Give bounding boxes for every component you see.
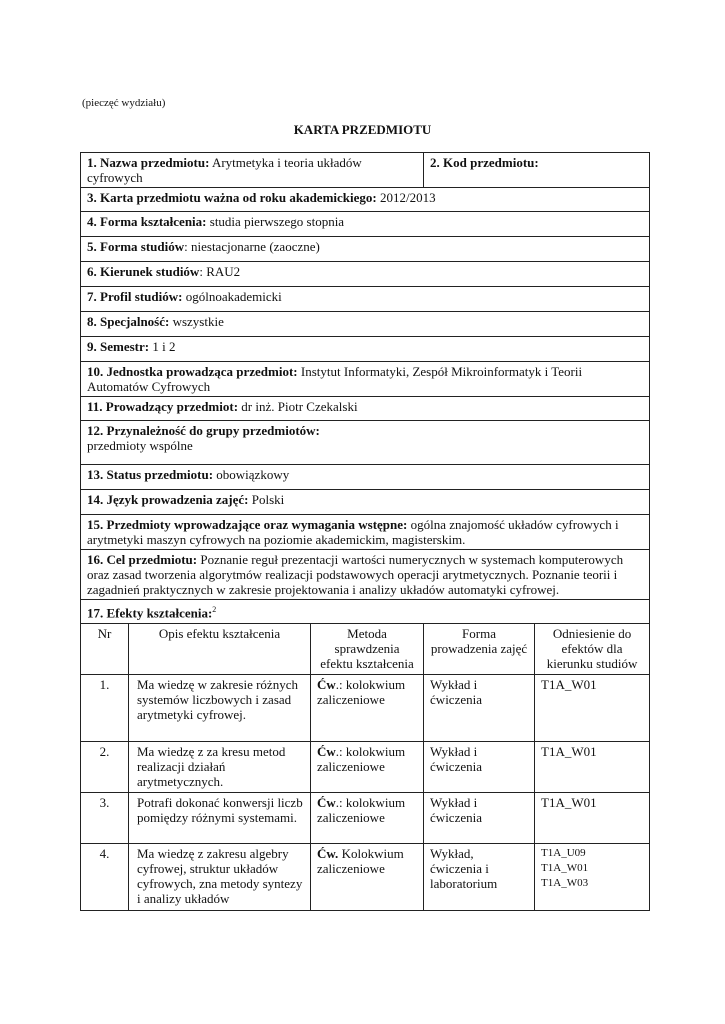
row-method <box>311 844 424 911</box>
language-value: Polski <box>248 492 285 507</box>
lecturer-value: dr inż. Piotr Czekalski <box>238 399 358 414</box>
row-class-form: Wykład i ćwiczenia <box>424 742 535 793</box>
semester-value: 1 i 2 <box>149 339 176 354</box>
row-method <box>311 675 424 742</box>
row-reference: T1A_W01 <box>535 793 650 844</box>
row-reference <box>535 844 650 911</box>
row-class-form: Wykład i ćwiczenia <box>424 675 535 742</box>
method-abbrev: Ćw. <box>317 846 339 861</box>
education-form-value: studia pierwszego stopnia <box>206 214 345 229</box>
course-goal-label: 16. Cel przedmiotu: <box>87 552 198 567</box>
reference-code: T1A_U09 <box>541 847 586 859</box>
row-study-profile <box>81 287 650 312</box>
table-row <box>81 793 650 844</box>
row-field-of-study <box>81 262 650 287</box>
study-form-value: : niestacjonarne (zaoczne) <box>184 239 320 254</box>
table-row <box>81 675 650 742</box>
footnote-marker: 2 <box>212 605 217 614</box>
row-description: Ma wiedzę w zakresie różnych systemów liczbowych i zasad arytmetyki cyfrowej. <box>129 675 311 742</box>
course-group-value: przedmioty wspólne <box>87 438 193 453</box>
method-abbrev: Ćw <box>317 744 336 759</box>
row-specialty <box>81 312 650 337</box>
unit-label: 10. Jednostka prowadząca przedmiot: <box>87 364 298 379</box>
valid-year-value: 2012/2013 <box>376 190 436 205</box>
prerequisites-label: 15. Przedmioty wprowadzające oraz wymagania wstępne: <box>87 517 408 532</box>
row-unit <box>81 362 650 397</box>
method-text: .: kolokwium zaliczeniowe <box>317 744 406 774</box>
header-description: Opis efektu kształcenia <box>129 624 311 675</box>
education-form-label: 4. Forma kształcenia: <box>87 214 207 229</box>
semester-label: 9. Semestr: <box>87 339 150 354</box>
row-method <box>311 793 424 844</box>
row-valid-year <box>81 188 650 212</box>
method-text: Kolokwium zaliczeniowe <box>317 846 404 876</box>
row-method <box>311 742 424 793</box>
course-code-label: 2. Kod przedmiotu: <box>430 155 539 170</box>
course-name-cell <box>81 153 424 188</box>
row-reference: T1A_W01 <box>535 742 650 793</box>
row-number: 1. <box>81 675 129 742</box>
row-semester <box>81 337 650 362</box>
course-name-label: 1. Nazwa przedmiotu: <box>87 155 210 170</box>
row-lecturer <box>81 397 650 421</box>
course-status-value: obowiązkowy <box>213 467 290 482</box>
prerequisites-value: ogólna znajomość układów cyfrowych i arytmetyki maszyn cyfrowych na poziomie akademickim, magisterskim. <box>87 517 619 547</box>
specialty-label: 8. Specjalność: <box>87 314 170 329</box>
effects-header-row <box>81 624 650 675</box>
row-study-form <box>81 237 650 262</box>
row-course-goal <box>81 550 650 600</box>
method-abbrev: Ćw <box>317 795 336 810</box>
valid-year-label: 3. Karta przedmiotu ważna od roku akademickiego: <box>87 190 377 205</box>
header-verification-method: Metoda sprawdzenia efektu kształcenia <box>311 624 424 675</box>
unit-value: Instytut Informatyki, Zespół Mikroinformatyk i Teorii Automatów Cyfrowych <box>87 364 583 394</box>
field-of-study-value: : RAU2 <box>199 264 241 279</box>
row-description: Ma wiedzę z zakresu algebry cyfrowej, struktur układów cyfrowych, zna metody syntezy i analizy układów <box>129 844 311 911</box>
row-reference: T1A_W01 <box>535 675 650 742</box>
method-abbrev: Ćw <box>317 677 336 692</box>
method-text: .: kolokwium zaliczeniowe <box>317 677 406 707</box>
row-class-form: Wykład, ćwiczenia i laboratorium <box>424 844 535 911</box>
table-row <box>81 742 650 793</box>
course-name-value: Arytmetyka i teoria układów cyfrowych <box>87 155 362 185</box>
study-form-label: 5. Forma studiów <box>87 239 185 254</box>
row-prerequisites <box>81 515 650 550</box>
document-title: KARTA PRZEDMIOTU <box>293 122 432 137</box>
row-language <box>81 490 650 515</box>
course-group-label: 12. Przynależność do grupy przedmiotów: <box>87 423 320 438</box>
course-card-table <box>80 152 650 911</box>
reference-code: T1A_W03 <box>541 877 589 889</box>
learning-outcomes-label: 17. Efekty kształcenia: <box>87 605 213 621</box>
header-reference: Odniesienie do efektów dla kierunku studiów <box>535 624 650 675</box>
language-label: 14. Język prowadzenia zajęć: <box>87 492 249 507</box>
row-course-name <box>81 153 650 188</box>
row-learning-outcomes-title <box>81 600 650 624</box>
course-code-cell <box>424 153 650 188</box>
row-education-form <box>81 212 650 237</box>
row-number: 3. <box>81 793 129 844</box>
study-profile-label: 7. Profil studiów: <box>87 289 183 304</box>
row-number: 4. <box>81 844 129 911</box>
row-course-group <box>81 421 650 465</box>
header-nr: Nr <box>81 624 129 675</box>
row-number: 2. <box>81 742 129 793</box>
field-of-study-label: 6. Kierunek studiów <box>87 264 200 279</box>
row-class-form: Wykład i ćwiczenia <box>424 793 535 844</box>
study-profile-value: ogólnoakademicki <box>182 289 282 304</box>
row-course-status <box>81 465 650 490</box>
header-class-form: Forma prowadzenia zajęć <box>424 624 535 675</box>
course-goal-value: Poznanie reguł prezentacji wartości numerycznych w systemach komputerowych oraz zasad tworzenia algorytmów realizacji podstawowych operacji arytmetycznych. Poznanie teorii i zagadnień praktycznych w zakresie projektowania i analizy układów automatyki cyfrowej. <box>87 552 624 597</box>
row-description: Ma wiedzę z za kresu metod realizacji działań arytmetycznych. <box>129 742 311 793</box>
faculty-stamp-note: (pieczęć wydziału) <box>82 97 166 109</box>
course-status-label: 13. Status przedmiotu: <box>87 467 214 482</box>
lecturer-label: 11. Prowadzący przedmiot: <box>87 399 239 414</box>
method-text: .: kolokwium zaliczeniowe <box>317 795 406 825</box>
row-description: Potrafi dokonać konwersji liczb pomiędzy różnymi systemami. <box>129 793 311 844</box>
reference-code: T1A_W01 <box>541 862 589 874</box>
table-row <box>81 844 650 911</box>
specialty-value: wszystkie <box>169 314 224 329</box>
